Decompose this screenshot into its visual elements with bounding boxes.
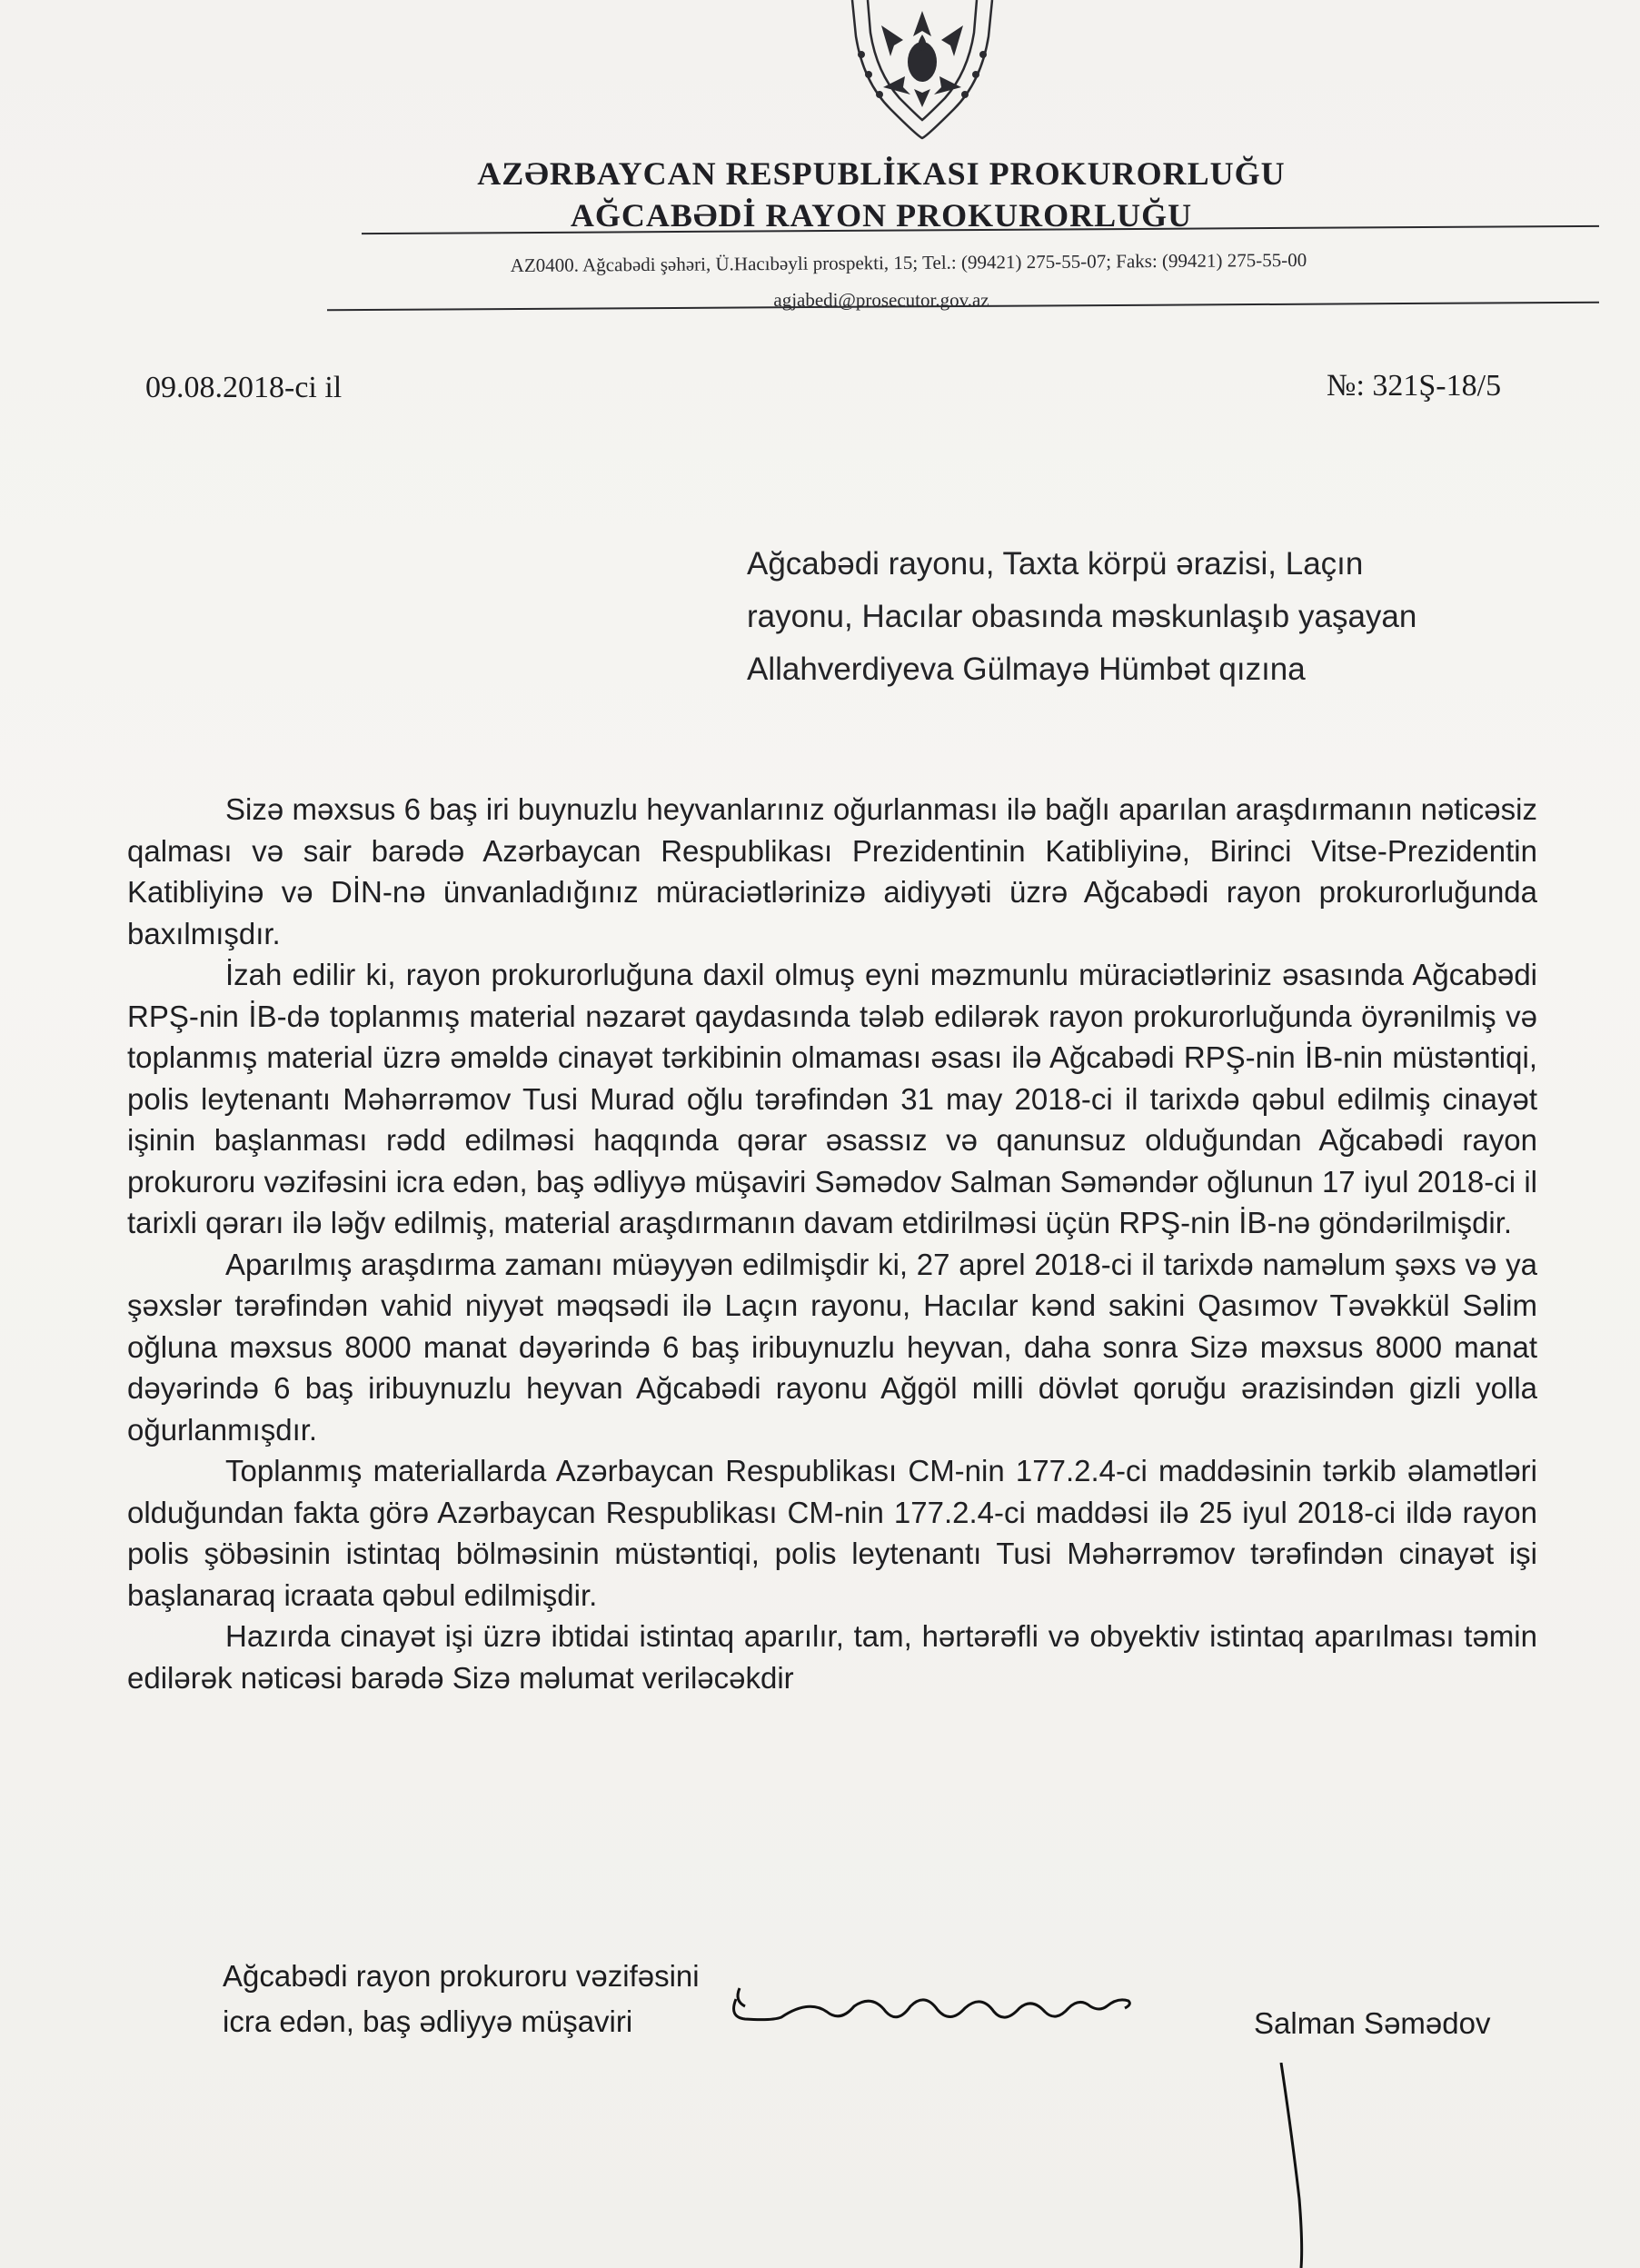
letter-number: №: 321Ş-18/5 bbox=[1327, 369, 1502, 403]
letter-date: 09.08.2018-ci il bbox=[145, 371, 343, 404]
body-paragraph-1: Sizə məxsus 6 baş iri buynuzlu heyvanlarınız oğurlanması ilə bağlı aparılan araşdırmanın nəticəsiz qalması və sair barədə Azərbaycan Respublikası Prezidentinin Katibliyinə, Birinci Vitse-Prezidentin Katibliyinə və DİN-nə ünvanladığınız müraciətlərinizə aidiyyəti üzrə Ağcabədi rayon prokurorluğunda baxılmışdır. bbox=[127, 792, 1537, 950]
body-paragraph-2: İzah edilir ki, rayon prokurorluğuna daxil olmuş eyni məzmunlu müraciətləriniz əsasında Ağcabədi RPŞ-nin İB-də toplanmış material nəzarət qaydasında tələb edilərək rayon prokurorluğunda öyrənilmiş və toplanmış material üzrə əməldə cinayət tərkibinin olmaması əsası ilə Ağcabədi RPŞ-nin İB-nin müstəntiqi, polis leytenantı Məhərrəmov Tusi Murad oğlu tərəfindən 31 may 2018-ci il tarixdə qəbul edilmiş cinayət işinin başlanması rədd edilməsi haqqında qərar əsassız və qanunsuz olduğundan Ağcabədi rayon prokuroru vəzifəsini icra edən, baş ədliyyə müşaviri Səmədov Salman Səməndər oğlunun 17 iyul 2018-ci il tarixli qərarı ilə ləğv edilmiş, material araşdırmanın davam etdirilməsi üçün RPŞ-nin İB-nə göndərilmişdir. bbox=[127, 958, 1537, 1239]
body-paragraph-4: Toplanmış materiallarda Azərbaycan Respublikası CM-nin 177.2.4-ci maddəsinin tərkib əlamətləri olduğundan fakta görə Azərbaycan Respublikası CM-nin 177.2.4-ci maddəsi ilə 25 iyul 2018-ci ildə rayon polis şöbəsinin istintaq bölməsinin müstəntiqi, polis leytenantı Tusi Məhərrəmov tərəfindən cinayət işi başlanaraq icraata qəbul edilmişdir. bbox=[127, 1454, 1537, 1612]
signatory-name: Salman Səmədov bbox=[1254, 2006, 1491, 2040]
header-email: agjabedi@prosecutor.gov.az bbox=[773, 289, 989, 311]
signature-stroke bbox=[1272, 2063, 1327, 2268]
addressee-line: Ağcabədi rayonu, Taxta körpü ərazisi, Laçın bbox=[747, 546, 1364, 582]
handwritten-signature bbox=[718, 1981, 1281, 2268]
state-emblem bbox=[827, 0, 1018, 145]
header-title-line1: AZƏRBAYCAN RESPUBLİKASI PROKURORLUĞU bbox=[477, 155, 1286, 192]
header-contact-line: AZ0400. Ağcabədi şəhəri, Ü.Hacıbəyli prospekti, 15; Tel.: (99421) 275-55-07; Faks: (99421) 275-55-00 bbox=[510, 248, 1307, 277]
addressee-line: Allahverdiyeva Gülmayə Hümbət qızına bbox=[747, 652, 1306, 687]
body-paragraph-5: Hazırda cinayət işi üzrə ibtidai istintaq aparılır, tam, hərtərəfli və obyektiv istintaq aparılması təmin edilərək nəticəsi barədə Sizə məlumat veriləcəkdir bbox=[127, 1619, 1537, 1695]
header-title-line2: AĞCABƏDİ RAYON PROKURORLUĞU bbox=[570, 197, 1193, 234]
letter-body bbox=[127, 789, 1537, 1698]
signatory-title-line1: Ağcabədi rayon prokuroru vəzifəsini bbox=[223, 1959, 700, 1993]
body-paragraph-3: Aparılmış araşdırma zamanı müəyyən edilmişdir ki, 27 aprel 2018-ci il tarixdə naməlum şəxs və ya şəxslər tərəfindən vahid niyyət məqsədi ilə Laçın rayonu, Hacılar kənd sakini Qasımov Təvəkkül Səlim oğluna məxsus 8000 manat dəyərində 6 baş iribuynuzlu heyvan, daha sonra Sizə məxsus 8000 manat dəyərində 6 baş iribuynuzlu heyvan Ağcabədi rayonu Ağgöl milli dövlət qoruğu ərazisindən gizli yolla oğurlanmışdır. bbox=[127, 1247, 1537, 1447]
signatory-title bbox=[223, 1954, 700, 2044]
addressee-line: rayonu, Hacılar obasında məskunlaşıb yaşayan bbox=[747, 599, 1417, 634]
addressee-block bbox=[747, 538, 1474, 696]
signatory-title-line2: icra edən, baş ədliyyə müşaviri bbox=[223, 2004, 633, 2038]
